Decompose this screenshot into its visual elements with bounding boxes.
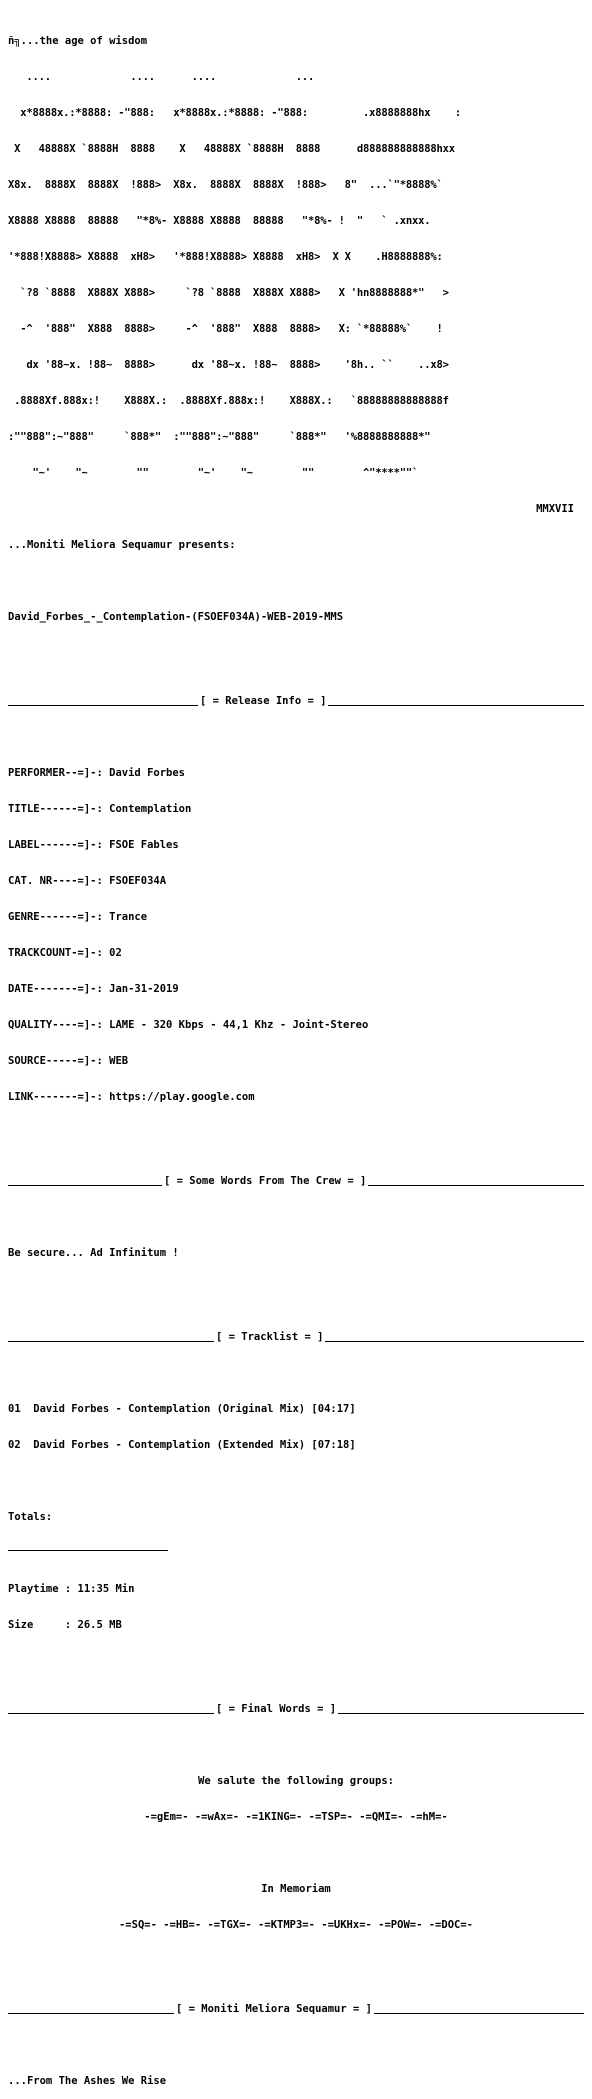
crew-message: Be secure... Ad Infinitum ! xyxy=(8,1247,179,1259)
spacer xyxy=(8,731,584,743)
ascii-logo-line: .... .... .... ... xyxy=(8,71,315,83)
footer-header xyxy=(8,2003,584,2015)
spacer xyxy=(8,1283,584,1295)
spacer xyxy=(8,575,584,587)
spacer xyxy=(8,1475,584,1487)
presents-line: ...Moniti Meliora Sequamur presents: xyxy=(8,539,236,551)
final-words-header xyxy=(8,1703,584,1715)
release-info-header xyxy=(8,695,584,707)
memoriam-heading: In Memoriam xyxy=(261,1883,331,1895)
year-mark: MMXVII xyxy=(536,503,574,515)
section-rule xyxy=(8,1341,214,1342)
closing-line: ...From The Ashes We Rise xyxy=(8,2075,167,2087)
ascii-logo-line: dx '88~x. !88~ 8888> dx '88~x. !88~ 8888> '8h.. `` ..x8> xyxy=(8,359,449,371)
info-field: TRACKCOUNT-=]-: 02 xyxy=(8,947,122,959)
tracklist-header xyxy=(8,1331,584,1343)
ascii-logo-line: :""888":~"888" `888*" :""888":~"888" `888*" '%8888888888*" xyxy=(8,431,431,443)
info-field: SOURCE-----=]-: WEB xyxy=(8,1055,129,1067)
totals-rule xyxy=(8,1550,168,1551)
section-title: [ = Final Words = ] xyxy=(216,1703,337,1715)
spacer xyxy=(8,647,584,659)
spacer xyxy=(8,1955,584,1967)
spacer xyxy=(8,1127,584,1139)
release-name: David_Forbes_-_Contemplation-(FSOEF034A)-WEB-2019-MMS xyxy=(8,611,344,623)
section-rule xyxy=(8,705,198,706)
spacer xyxy=(8,1655,584,1667)
section-rule xyxy=(8,1713,214,1714)
info-field: CAT. NR----=]-: FSOEF034A xyxy=(8,875,167,887)
info-field: LABEL------=]-: FSOE Fables xyxy=(8,839,179,851)
section-rule xyxy=(328,705,584,706)
section-rule xyxy=(8,2013,174,2014)
ascii-logo-line: `?8 `8888 X888X X888> `?8 `8888 X888X X888> X 'hn8888888*" > xyxy=(8,287,449,299)
totals-playtime: Playtime : 11:35 Min xyxy=(8,1583,135,1595)
tagline: ñ╗...the age of wisdom xyxy=(8,35,148,47)
nfo-text-viewer xyxy=(8,11,584,2099)
spacer xyxy=(8,1367,584,1379)
ascii-logo-line: '*888!X8888> X8888 xH8> '*888!X8888> X8888 xH8> X X .H8888888%: xyxy=(8,251,443,263)
ascii-logo-line: X8x. 8888X 8888X !888> X8x. 8888X 8888X !888> 8" ...`"*8888%` xyxy=(8,179,443,191)
track-row: 02 David Forbes - Contemplation (Extended Mix) [07:18] xyxy=(8,1439,356,1451)
salute-heading: We salute the following groups: xyxy=(198,1775,394,1787)
section-rule xyxy=(368,1185,584,1186)
spacer xyxy=(8,1847,584,1859)
info-field: GENRE------=]-: Trance xyxy=(8,911,148,923)
info-field: PERFORMER--=]-: David Forbes xyxy=(8,767,186,779)
section-title: [ = Tracklist = ] xyxy=(216,1331,324,1343)
info-field: TITLE------=]-: Contemplation xyxy=(8,803,192,815)
memoriam-groups: -=SQ=- -=HB=- -=TGX=- -=KTMP3=- -=UKHx=- -=POW=- -=DOC=- xyxy=(118,1919,473,1931)
ascii-logo-line: X8888 X8888 88888 "*8%- X8888 X8888 88888 "*8%- ! " ` .xnxx. xyxy=(8,215,431,227)
ascii-logo-line: "~' "~ "" "~' "~ "" ^"****""` xyxy=(8,467,419,479)
info-field: DATE-------=]-: Jan-31-2019 xyxy=(8,983,179,995)
section-title: [ = Moniti Meliora Sequamur = ] xyxy=(176,2003,372,2015)
section-rule xyxy=(374,2013,584,2014)
track-row: 01 David Forbes - Contemplation (Original Mix) [04:17] xyxy=(8,1403,356,1415)
spacer xyxy=(8,1739,584,1751)
section-rule xyxy=(8,1185,162,1186)
spacer xyxy=(8,1211,584,1223)
info-field: LINK-------=]-: https://play.google.com xyxy=(8,1091,255,1103)
section-rule xyxy=(325,1341,584,1342)
section-rule xyxy=(338,1713,584,1714)
ascii-logo-line: x*8888x.:*8888: -"888: x*8888x.:*8888: -"888: .x8888888hx : xyxy=(8,107,461,119)
crew-words-header xyxy=(8,1175,584,1187)
ascii-logo-line: -^ '888" X888 8888> -^ '888" X888 8888> X: `*88888%` ! xyxy=(8,323,443,335)
section-title: [ = Some Words From The Crew = ] xyxy=(164,1175,367,1187)
section-title: [ = Release Info = ] xyxy=(200,695,327,707)
spacer xyxy=(8,2039,584,2051)
totals-title: Totals: xyxy=(8,1511,53,1523)
salute-groups: -=gEm=- -=wAx=- -=1KING=- -=TSP=- -=QMI=- -=hM=- xyxy=(144,1811,448,1823)
totals-size: Size : 26.5 MB xyxy=(8,1619,122,1631)
ascii-logo-line: .8888Xf.888x:! X888X.: .8888Xf.888x:! X888X.: `88888888888888f xyxy=(8,395,449,407)
ascii-logo-line: X 48888X `8888H 8888 X 48888X `8888H 8888 d888888888888hxx xyxy=(8,143,455,155)
info-field: QUALITY----=]-: LAME - 320 Kbps - 44,1 Khz - Joint-Stereo xyxy=(8,1019,369,1031)
